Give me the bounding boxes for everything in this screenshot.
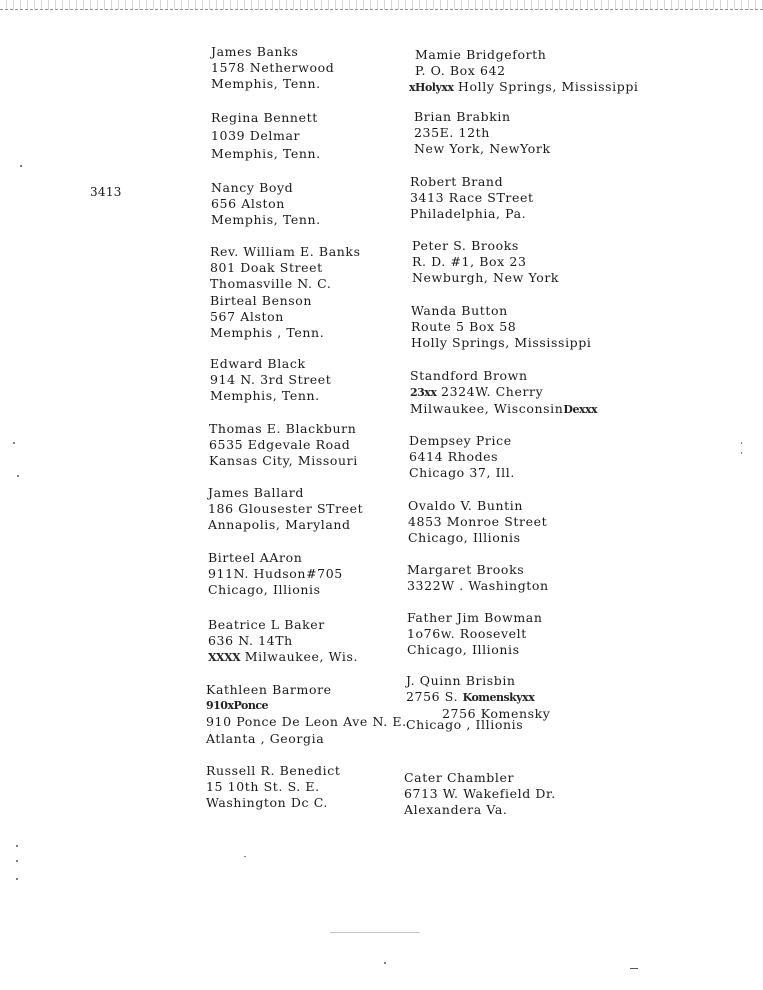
struck-text: XXXX xyxy=(208,651,241,665)
scan-speck xyxy=(741,442,742,444)
entry-line: Kansas City, Missouri xyxy=(209,453,358,469)
entry-line: Standford Brown xyxy=(410,368,528,383)
entry-line: Birteal Benson xyxy=(210,292,313,308)
entry-line: Wanda Button xyxy=(411,303,508,318)
entry-line: Peter S. Brooks xyxy=(412,238,519,253)
struck-text: 23xx xyxy=(410,386,437,400)
address-entry xyxy=(211,180,321,229)
address-entry xyxy=(410,368,597,419)
address-entry xyxy=(206,763,340,812)
address-entry xyxy=(410,174,534,223)
entry-line: Memphis, Tenn. xyxy=(211,212,321,228)
scan-speck xyxy=(13,442,15,444)
entry-line: 6535 Edgevale Road xyxy=(209,437,351,453)
address-entry xyxy=(407,610,543,659)
entry-line: 15 10th St. S. E. xyxy=(206,779,320,795)
entry-line: 1o76w. Roosevelt xyxy=(407,626,527,642)
entry-line: Nancy Boyd xyxy=(211,180,294,195)
entry-line: 186 Glousester STreet xyxy=(208,501,364,517)
entry-line-text: Milwaukee, Wisconsin xyxy=(410,401,564,417)
address-entry xyxy=(412,238,559,287)
entry-line: Cater Chambler xyxy=(404,770,515,785)
entry-line: Washington Dc C. xyxy=(206,795,328,811)
address-entry xyxy=(404,770,556,819)
address-entry xyxy=(210,356,331,405)
entry-line: Father Jim Bowman xyxy=(407,610,543,625)
scan-speck xyxy=(16,860,18,862)
entry-line: Chicago , Illionis xyxy=(406,716,524,732)
entry-line-text: Milwaukee, Wis. xyxy=(240,649,359,665)
entry-line: Memphis, Tenn. xyxy=(210,388,320,404)
entry-line: 3322W . Washington xyxy=(407,578,549,594)
entry-line: 4853 Monroe Street xyxy=(408,514,548,530)
entry-line: Thomasville N. C. xyxy=(210,276,332,292)
scan-speck xyxy=(16,845,18,847)
struck-text: Komenskyxx xyxy=(462,691,535,705)
entry-line: Philadelphia, Pa. xyxy=(410,206,527,222)
entry-line: Alexandera Va. xyxy=(404,802,508,818)
entry-line: 567 Alston xyxy=(210,308,284,324)
entry-line: Edward Black xyxy=(210,356,306,371)
entry-line: 801 Doak Street xyxy=(210,260,323,276)
struck-text: 910xPonce xyxy=(206,699,269,713)
entry-line: Chicago, Illionis xyxy=(408,530,521,546)
entry-line: Memphis, Tenn. xyxy=(211,146,321,162)
entry-line-text: 2756 S. xyxy=(406,689,463,705)
scan-speck xyxy=(741,452,742,454)
entry-line: Annapolis, Maryland xyxy=(208,517,351,533)
address-entry xyxy=(208,485,363,534)
entry-line: P. O. Box 642 xyxy=(415,63,506,79)
address-entry xyxy=(210,244,361,341)
entry-line xyxy=(406,689,550,706)
address-entry xyxy=(408,498,547,547)
entry-line: 1039 Delmar xyxy=(211,128,301,144)
entry-line: Birteel AAron xyxy=(208,550,303,565)
entry-line: 3413 Race STreet xyxy=(410,190,534,206)
entry-line-text: 2324W. Cherry xyxy=(436,384,544,400)
entry-line: James Banks xyxy=(211,44,299,59)
entry-line: Dempsey Price xyxy=(409,433,512,448)
entry-line: 910 Ponce De Leon Ave N. E. xyxy=(206,714,407,730)
entry-line: R. D. #1, Box 23 xyxy=(412,254,527,270)
entry-line: 636 N. 14Th xyxy=(208,633,293,649)
entry-line: Chicago 37, Ill. xyxy=(409,465,515,481)
address-entry xyxy=(411,303,591,352)
entry-line xyxy=(410,401,597,418)
entry-line: Memphis , Tenn. xyxy=(210,325,325,341)
entry-line: 914 N. 3rd Street xyxy=(210,372,332,388)
entry-line: Mamie Bridgeforth xyxy=(415,47,547,62)
entry-line: Regina Bennett xyxy=(211,110,318,125)
entry-line: Russell R. Benedict xyxy=(206,763,341,778)
address-entry xyxy=(208,550,343,599)
entry-line: James Ballard xyxy=(208,485,304,500)
address-entry xyxy=(409,433,515,482)
entry-line: 6414 Rhodes xyxy=(409,449,499,465)
address-entry xyxy=(406,673,550,733)
scan-speck xyxy=(384,962,386,964)
address-entry xyxy=(211,110,321,163)
entry-line: Beatrice L Baker xyxy=(208,617,325,632)
struck-text: Dexxx xyxy=(563,403,598,417)
entry-line: 235E. 12th xyxy=(414,125,490,141)
entry-line: Thomas E. Blackburn xyxy=(209,421,357,436)
entry-line: 1578 Netherwood xyxy=(211,60,335,76)
address-entry xyxy=(206,682,407,747)
address-entry xyxy=(414,109,551,158)
entry-line: Ovaldo V. Buntin xyxy=(408,498,524,513)
entry-line: Chicago, Illionis xyxy=(407,642,520,658)
page-top-edge xyxy=(0,0,763,10)
scan-speck xyxy=(20,165,22,167)
entry-line xyxy=(208,649,358,666)
entry-line: Robert Brand xyxy=(410,174,504,189)
entry-line: Atlanta , Georgia xyxy=(206,730,325,746)
entry-line: Kathleen Barmore xyxy=(206,682,332,697)
entry-line: Holly Springs, Mississippi xyxy=(411,335,592,351)
scan-speck xyxy=(330,932,420,933)
address-entry xyxy=(211,44,334,93)
entry-line xyxy=(410,384,597,401)
entry-line: Newburgh, New York xyxy=(412,270,560,286)
scan-speck xyxy=(244,856,246,857)
entry-line: New York, NewYork xyxy=(414,141,551,157)
scan-speck xyxy=(17,475,19,477)
entry-line: Rev. William E. Banks xyxy=(210,244,361,259)
entry-line: 6713 W. Wakefield Dr. xyxy=(404,786,556,802)
entry-line: Brian Brabkin xyxy=(414,109,511,124)
entry-line: Memphis, Tenn. xyxy=(211,76,321,92)
scan-speck xyxy=(16,878,18,880)
entry-line: 2756 Komensky xyxy=(442,706,551,722)
entry-line: Margaret Brooks xyxy=(407,562,525,577)
scan-speck xyxy=(630,968,638,969)
entry-line: J. Quinn Brisbin xyxy=(406,673,516,688)
entry-line: 911N. Hudson#705 xyxy=(208,566,343,582)
struck-text: xHolyxx xyxy=(409,81,454,95)
address-entry xyxy=(208,617,358,667)
margin-note: 3413 xyxy=(90,185,122,199)
entry-line-text: Holly Springs, Mississippi xyxy=(453,79,639,95)
address-entry xyxy=(209,421,358,470)
entry-line: Route 5 Box 58 xyxy=(411,319,517,335)
entry-line xyxy=(409,79,639,96)
address-entry xyxy=(407,562,549,594)
entry-line: Chicago, Illionis xyxy=(208,582,321,598)
address-entry xyxy=(409,47,639,97)
entry-line: 656 Alston xyxy=(211,196,285,212)
